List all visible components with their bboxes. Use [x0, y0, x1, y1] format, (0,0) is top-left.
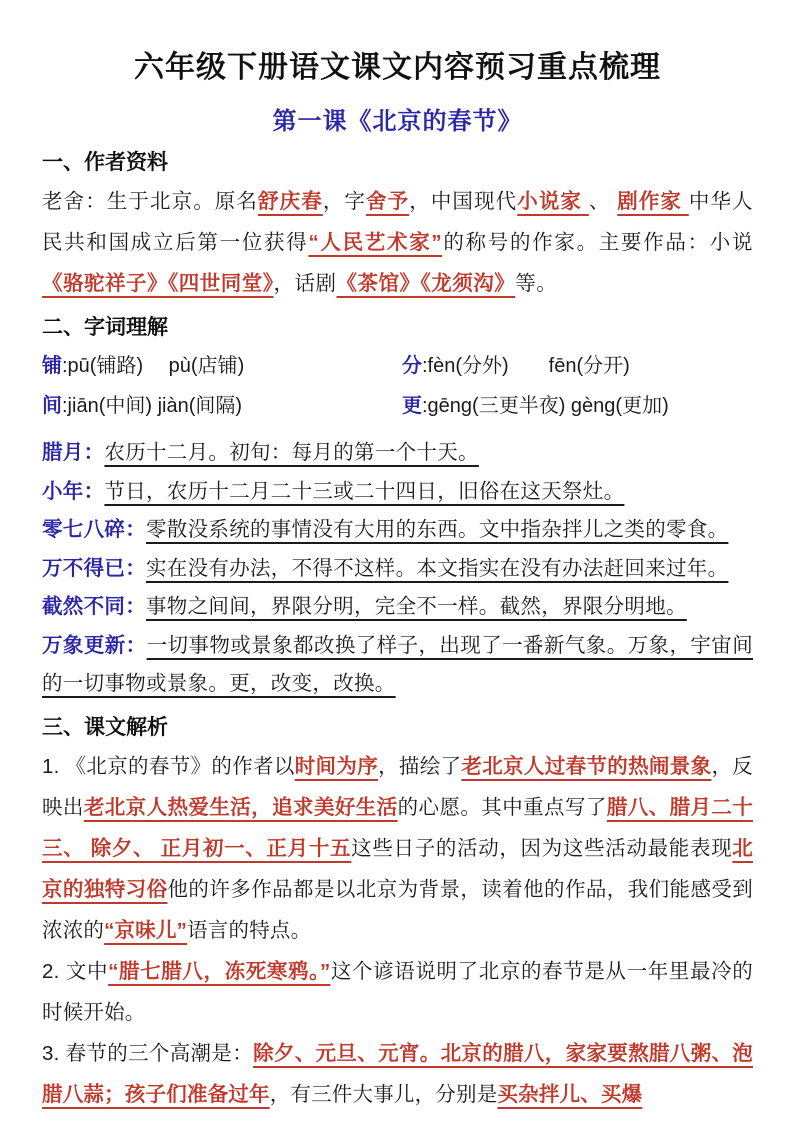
- term-row: [42, 473, 753, 512]
- term-row: [42, 550, 753, 589]
- term-definition: 事物之间间，界限分明，完全不一样。截然，界限分明地。: [146, 595, 687, 618]
- author-paragraph: 老舍：生于北京。原名舒庆春，字舍予，中国现代小说家 、 剧作家 中华人民共和国成立后第一位获得“人民艺术家”的称号的作家。主要作品：小说《骆驼祥子》《四世同堂》，话剧《茶馆》《龙须沟》等。: [42, 190, 754, 295]
- term-word: 腊月：: [42, 441, 105, 464]
- term-definition: 实在没有办法，不得不这样。本文指实在没有办法赶回来过年。: [146, 556, 729, 580]
- term-word: 小年：: [42, 479, 105, 503]
- analysis-item-2: 2. 文中“腊七腊八，冻死寒鸦。”这个谚语说明了北京的春节是从一年里最冷的时候开始。: [42, 959, 753, 1024]
- term-row: [42, 511, 753, 550]
- term-word: 零七八碎：: [42, 518, 146, 541]
- pinyin-entry-pu: 铺:pū(铺路) pù(店铺): [42, 355, 245, 377]
- pinyin-row: [42, 386, 753, 426]
- section-analysis: [42, 711, 753, 1115]
- pinyin-entry-geng: 更:gēng(三更半夜) gèng(更加): [402, 395, 669, 417]
- section-author-heading: 一、作者资料: [42, 151, 168, 174]
- lesson-subtitle: 第一课《北京的春节》: [272, 108, 523, 135]
- section-words: [42, 311, 753, 704]
- analysis-item-3: 3. 春节的三个高潮是：除夕、元旦、元宵。北京的腊八，家家要熬腊八粥、泡腊八蒜；孩子们准备过年，有三件大事儿，分别是买杂拌儿、买爆: [42, 1041, 753, 1106]
- term-definition: 节日，农历十二月二十三或二十四日，旧俗在这天祭灶。: [104, 479, 625, 503]
- term-definition: 农历十二月。初旬：每月的第一个十天。: [104, 441, 479, 464]
- term-word: 万不得已：: [42, 556, 146, 580]
- section-analysis-heading: 三、课文解析: [42, 715, 168, 739]
- section-words-heading: 二、字词理解: [42, 316, 168, 339]
- term-word: 截然不同：: [42, 595, 146, 618]
- term-row: [42, 588, 753, 627]
- pinyin-row: [42, 346, 753, 386]
- pinyin-entry-jian: 间:jiān(中间) jiàn(间隔): [42, 395, 243, 417]
- section-author: [42, 146, 753, 304]
- analysis-item-1: 1. 《北京的春节》的作者以时间为序，描绘了老北京人过春节的热闹景象，反映出老北京人热爱生活，追求美好生活的心愿。其中重点写了腊八、腊月二十三、 除夕、 正月初一、正月十五这些日子的活动，因为这些活动最能表现北京的独特习俗他的许多作品都是以北京为背景，读着他的作品，我们能感受到浓浓的“京味儿”语言的特点。: [42, 754, 754, 942]
- term-list: [42, 434, 753, 704]
- term-definition: 零散没系统的事情没有大用的东西。文中指杂拌儿之类的零食。: [146, 518, 729, 541]
- pinyin-entry-fen: 分:fèn(分外) fēn(分开): [402, 355, 630, 377]
- page-title: 六年级下册语文课文内容预习重点梳理: [134, 51, 661, 84]
- term-word: 万象更新：: [42, 633, 147, 657]
- term-row: [42, 627, 753, 704]
- term-definition: 一切事物或景象都改换了样子，出现了一番新气象。万象，宇宙间的一切事物或景象。更，改变，改换。: [42, 633, 753, 695]
- term-row: [42, 434, 753, 473]
